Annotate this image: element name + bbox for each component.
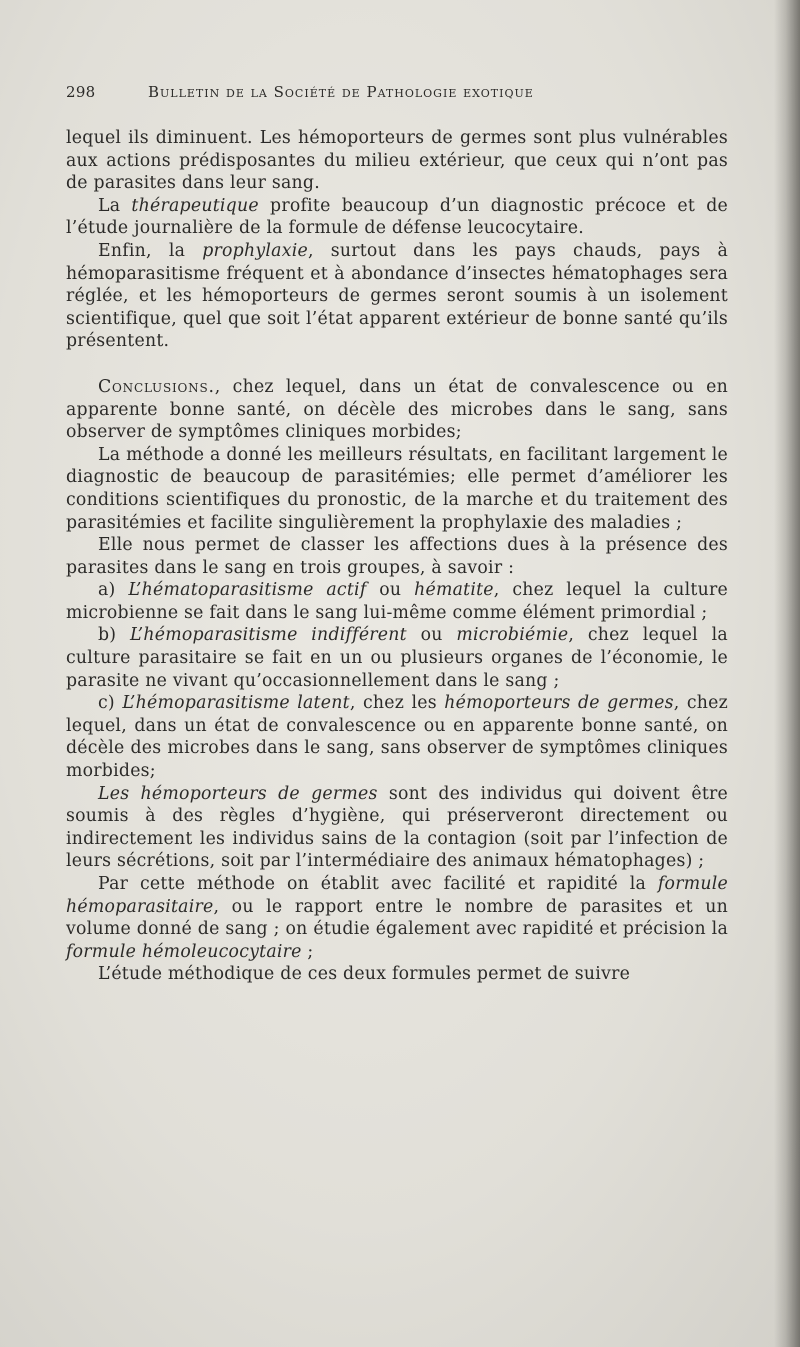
paragraph-conclusions: Conclusions., chez lequel, dans un état de convalescence ou en apparente bonne santé, on décèle des microbes dans le sang, sans observer de symptômes cliniques morbides;: [66, 376, 728, 443]
paragraph-methode-resultats: La méthode a donné les meilleurs résultats, en facilitant largement le diagnostic de beaucoup de parasitémies; elle permet d’améliorer les conditions scientifiques du pronostic, de la marche et du traitement des parasitémies et facilite singulièrement la prophylaxie des maladies ;: [66, 444, 728, 533]
term-therapeutique: thérapeutique: [131, 195, 259, 216]
running-header: [66, 83, 728, 113]
text-block: [66, 83, 728, 986]
term-prophylaxie: prophylaxie: [202, 240, 308, 261]
paragraph-prophylaxie: Enfin, la prophylaxie, surtout dans les pays chauds, pays à hémoparasitisme fréquent et à abondance d’insectes hématophages sera réglée, et les hémoporteurs de germes seront soumis à un isolement scientifique, quel que soit l’état apparent extérieur de bonne santé qu’ils présentent.: [66, 240, 729, 352]
page-number: 298: [66, 83, 96, 101]
list-item-a: a) L’hématoparasitisme actif ou hématite, chez lequel la culture microbienne se fait dans le sang lui-même comme élément primordial ;: [66, 580, 728, 623]
paragraph-etude-methodique: L’étude méthodique de ces deux formules permet de suivre: [98, 964, 631, 985]
list-item-b: b) L’hémoparasitisme indifférent ou microbiémie, chez lequel la culture parasitaire se fait en un ou plusieurs organes de l’économie, le parasite ne vivant qu’occasionnellement dans le sang ;: [66, 625, 728, 691]
paragraph-hemoporteurs: Les hémoporteurs de germes sont des individus qui doivent être soumis à des règles d’hygiène, qui préserveront directement ou indirectement les individus sains de la contagion (soit par l’infection de leurs sécrétions, soit par l’intermédiaire des animaux hématophages) ;: [66, 783, 728, 872]
paragraph-therapeutique: La thérapeutique profite beaucoup d’un diagnostic précoce et de l’étude journalière de la formule de défense leucocytaire.: [66, 195, 728, 239]
running-title: Bulletin de la Société de Pathologie exotique: [148, 83, 534, 101]
paragraph-continuation: lequel ils diminuent. Les hémoporteurs de germes sont plus vulnérables aux actions prédisposantes du milieu extérieur, que ceux qui n’ont pas de parasites dans leur sang.: [66, 128, 728, 194]
conclusions-heading: Conclusions.: [98, 376, 215, 397]
paragraph-formules: Par cette méthode on établit avec facilité et rapidité la formule hémoparasitaire, ou le rapport entre le nombre de parasites et un volume donné de sang ; on étudie également avec rapidité et précision la formule hémoleucocytaire ;: [66, 874, 728, 962]
page-binding-shadow: [774, 0, 800, 1347]
list-item-c: c) L’hémoparasitisme latent, chez les hémoporteurs de germes, chez lequel, dans un état de convalescence ou en apparente bonne santé, on décèle des microbes dans le sang, sans observer de symptômes cliniques morbides;: [66, 693, 728, 782]
body-text: [66, 127, 728, 986]
paragraph-classification: Elle nous permet de classer les affections dues à la présence des parasites dans le sang en trois groupes, à savoir :: [66, 535, 728, 578]
